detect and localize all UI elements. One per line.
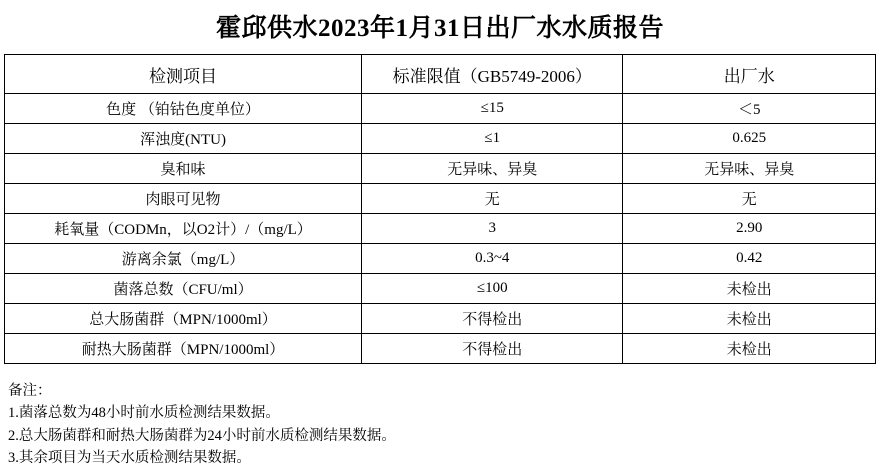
cell-output: 未检出 bbox=[623, 334, 876, 364]
cell-standard: 不得检出 bbox=[362, 334, 623, 364]
cell-output: 无异味、异臭 bbox=[623, 154, 876, 184]
cell-standard: 0.3~4 bbox=[362, 244, 623, 274]
page-title: 霍邱供水2023年1月31日出厂水水质报告 bbox=[215, 15, 664, 42]
notes-section bbox=[0, 364, 880, 470]
cell-item: 臭和味 bbox=[5, 154, 362, 184]
cell-item: 总大肠菌群（MPN/1000ml） bbox=[5, 304, 362, 334]
notes-label: 备注： bbox=[8, 383, 52, 399]
cell-output: 0.625 bbox=[623, 124, 876, 154]
cell-output: 2.90 bbox=[623, 214, 876, 244]
cell-output: 未检出 bbox=[623, 274, 876, 304]
cell-standard: ≤15 bbox=[362, 94, 623, 124]
table-header-row bbox=[5, 55, 876, 94]
water-quality-table bbox=[4, 54, 876, 364]
cell-standard: 无异味、异臭 bbox=[362, 154, 623, 184]
cell-item: 耗氧量（CODMn，以O2计）/（mg/L） bbox=[5, 214, 362, 244]
cell-output: 未检出 bbox=[623, 304, 876, 334]
note-line: 1.菌落总数为48小时前水质检测结果数据。 bbox=[8, 405, 280, 422]
report-table-container bbox=[0, 54, 880, 364]
table-header bbox=[5, 55, 876, 94]
cell-output: 0.42 bbox=[623, 244, 876, 274]
table-row bbox=[5, 274, 876, 304]
cell-standard: 3 bbox=[362, 214, 623, 244]
cell-item: 游离余氯（mg/L） bbox=[5, 244, 362, 274]
cell-item: 浑浊度(NTU) bbox=[5, 124, 362, 154]
cell-output: ＜5 bbox=[623, 94, 876, 124]
cell-standard: ≤1 bbox=[362, 124, 623, 154]
cell-item: 耐热大肠菌群（MPN/1000ml） bbox=[5, 334, 362, 364]
table-row bbox=[5, 244, 876, 274]
column-header-standard: 标准限值（GB5749-2006） bbox=[362, 55, 623, 94]
column-header-output: 出厂水 bbox=[623, 55, 876, 94]
table-row bbox=[5, 154, 876, 184]
cell-item: 菌落总数（CFU/ml） bbox=[5, 274, 362, 304]
note-line: 3.其余项目为当天水质检测结果数据。 bbox=[8, 450, 251, 467]
table-row bbox=[5, 304, 876, 334]
table-row bbox=[5, 184, 876, 214]
cell-standard: 无 bbox=[362, 184, 623, 214]
cell-item: 色度 （铂钴色度单位） bbox=[5, 94, 362, 124]
cell-item: 肉眼可见物 bbox=[5, 184, 362, 214]
table-row bbox=[5, 334, 876, 364]
cell-standard: ≤100 bbox=[362, 274, 623, 304]
cell-output: 无 bbox=[623, 184, 876, 214]
note-line: 2.总大肠菌群和耐热大肠菌群为24小时前水质检测结果数据。 bbox=[8, 427, 396, 444]
cell-standard: 不得检出 bbox=[362, 304, 623, 334]
column-header-item: 检测项目 bbox=[5, 55, 362, 94]
table-body bbox=[5, 94, 876, 364]
table-row bbox=[5, 124, 876, 154]
table-row bbox=[5, 214, 876, 244]
table-row bbox=[5, 94, 876, 124]
